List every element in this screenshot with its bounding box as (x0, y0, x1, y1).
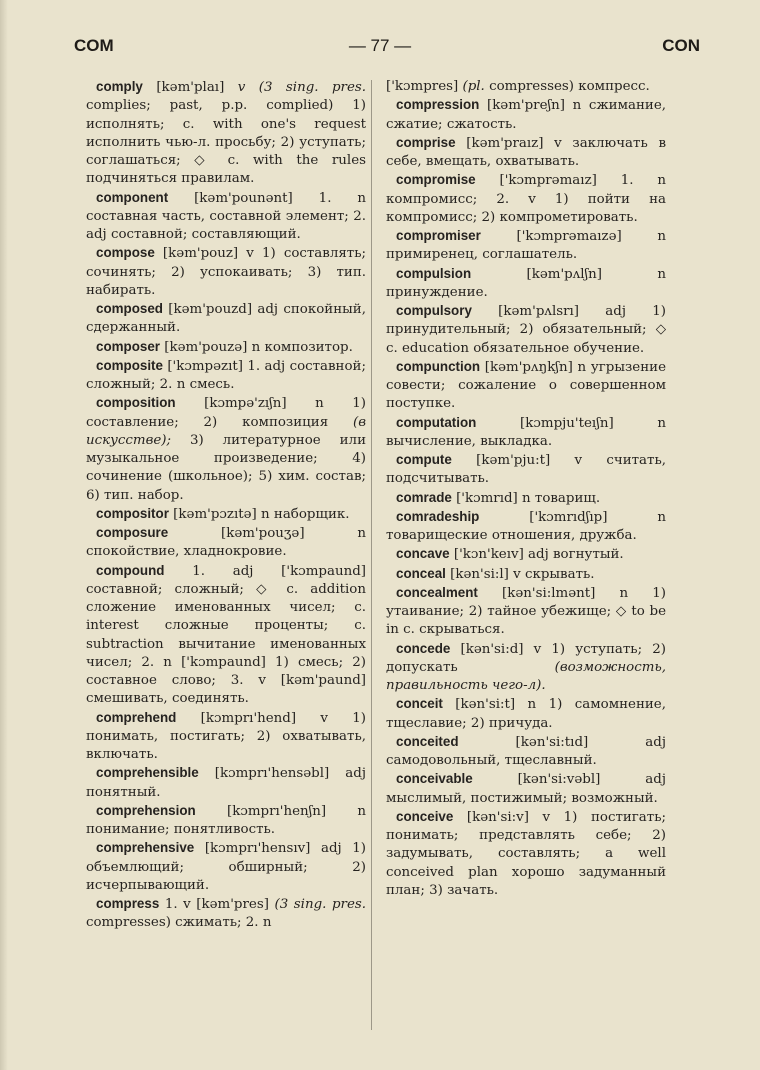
dictionary-entry (386, 733, 666, 771)
headword: concave (396, 546, 450, 562)
entry-text: ['kɔmpəzıt] 1. adj составной; сложный; 2. n смесь. (86, 358, 366, 392)
dictionary-entry (86, 78, 366, 189)
headword: compound (96, 562, 165, 578)
entry-text: [kən'si:l] v скрывать. (445, 566, 595, 582)
entry-text: ['kɔmrıd] n товарищ. (451, 490, 601, 506)
left-column (86, 78, 366, 933)
entry-grammar-note: (3 sing. pres. (274, 897, 366, 912)
headword: compromise (396, 172, 476, 188)
headword: composition (96, 395, 176, 411)
entry-text: [kɔmprı'hensıv] adj 1) объемлющий; обширный; 2) исчерпывающий. (86, 841, 366, 893)
headword: comrade (396, 489, 452, 505)
header-left-guideword: COM (74, 36, 114, 55)
headword: conceivable (396, 771, 473, 787)
headword: computation (396, 414, 477, 430)
headword: composite (96, 357, 163, 373)
dictionary-entry (386, 489, 666, 508)
headword: component (96, 189, 169, 205)
entry-text: [kəm'plaı] (142, 80, 238, 95)
headword: conceit (396, 696, 443, 712)
dictionary-entry (386, 695, 666, 733)
entry-text: [kəm'pouz] v 1) составлять; сочинять; 2) успокаивать; 3) тип. набирать. (86, 246, 366, 298)
headword: comprehend (96, 709, 177, 725)
right-column (386, 78, 666, 900)
entry-text: [kəm'pounənt] 1. n составная часть, составной элемент; 2. adj составной; составляющий. (86, 190, 366, 242)
headword: comprise (396, 134, 456, 150)
headword: compress (96, 896, 160, 911)
entry-text-continued: 3) литературное или музыкальное произведение; 4) сочинение (школьное); 5) хим. состав; 6) тип. набор. (86, 432, 366, 503)
headword: comply (96, 79, 143, 94)
headword: concealment (396, 584, 478, 600)
entry-text: [kən'si:vəbl] adj мыслимый, постижимый; возможный. (386, 772, 666, 806)
column-divider (371, 80, 372, 1030)
entry-text: [kən'si:t] n 1) самомнение, тщеславие; 2) причуда. (386, 697, 666, 731)
headword: comradeship (396, 508, 480, 524)
headword: compulsion (396, 265, 472, 281)
headword: comprehensive (96, 840, 195, 856)
headword: composed (96, 301, 163, 316)
entry-text: [kən'si:tıd] adj самодовольный, тщеславный. (386, 734, 666, 768)
dictionary-entry (86, 562, 366, 709)
dictionary-entry (386, 451, 666, 489)
entry-text: [kən'si:v] v 1) постигать; понимать; представлять себе; 2) задумывать, составлять; a well conceived plan хорошо задуманный план; 3) зачать. (386, 809, 666, 898)
dictionary-entry (386, 96, 666, 134)
entry-text: [kən'si:d] v 1) уступать; 2) допускать (386, 641, 666, 675)
entry-text: [kəm'pouzd] adj спокойный, сдержанный. (86, 302, 366, 336)
dictionary-entry (386, 770, 666, 808)
entry-text: ['kɔmrıdʃıp] n товарищеские отношения, дружба. (386, 509, 666, 543)
entry-text-continued: compresses) компресс. (484, 79, 650, 94)
dictionary-entry (86, 839, 366, 895)
headword: compunction (396, 358, 481, 374)
dictionary-entry (386, 584, 666, 640)
entry-text: [kəm'pouzə] n композитор. (160, 339, 353, 355)
headword: conceive (396, 808, 454, 824)
entry-text-continued: complies; past, p.p. complied) 1) исполнять; c. with one's request исполнить чью-л. просьбу; 2) уступать; соглашаться; ◇ c. with the rules подчиняться правилам. (86, 98, 366, 187)
entry-text: [kəm'preʃn] n сжимание, сжатие; сжатость. (386, 98, 666, 132)
dictionary-entry (386, 565, 666, 584)
headword: conceal (396, 565, 446, 581)
entry-text: ['kɔmpres] (386, 79, 463, 94)
headword: compose (96, 245, 155, 261)
dictionary-entry (86, 357, 366, 395)
page-header (60, 36, 700, 60)
headword: concede (396, 640, 451, 656)
entry-text: [kɔmpə'zıʃn] n 1) составление; 2) композиция (86, 396, 366, 430)
entry-text: [kəm'pʌlsrı] adj 1) принудительный; 2) обязательный; ◇ c. education обязательное обучение. (386, 304, 666, 356)
dictionary-entry (386, 134, 666, 172)
entry-text: [kən'si:lmənt] n 1) утаивание; 2) тайное убежище; ◇ to be in c. скрываться. (386, 585, 666, 638)
page-edge-shadow (0, 0, 8, 1070)
entry-text: [kəm'praız] v заключать в себе, вмещать, охватывать. (386, 135, 666, 169)
headword: conceited (396, 733, 459, 749)
dictionary-entry (86, 709, 366, 765)
headword: compromiser (396, 228, 481, 243)
entry-text: ['kɔn'keıv] adj вогнутый. (449, 547, 624, 563)
entry-text: [kəm'pju:t] v считать, подсчитывать. (386, 453, 666, 487)
entry-text-continued: compresses) сжимать; 2. n (86, 915, 272, 931)
entry-text: [kəm'pʌŋkʃn] n угрызение совести; сожаление о совершенном поступке. (386, 359, 666, 412)
dictionary-entry (86, 300, 366, 338)
entry-text: ['kɔmprəmaız] 1. n компромисс; 2. v 1) пойти на компромисс; 2) компрометировать. (386, 173, 666, 225)
entry-text: [kɔmprı'hend] v 1) понимать, постигать; 2) охватывать, включать. (86, 710, 366, 762)
entry-text: [kəm'pʌlʃn] n принуждение. (386, 266, 666, 300)
entry-text: [kɔmpju'teıʃn] n вычисление, выкладка. (386, 415, 666, 449)
entry-text: [kɔmprı'hensəbl] adj понятный. (86, 766, 366, 800)
dictionary-entry (86, 505, 366, 524)
dictionary-entry (386, 358, 666, 414)
headword: compression (396, 97, 480, 113)
dictionary-entry (386, 227, 666, 265)
entry-text: [kəm'pouʒə] n спокойствие, хладнокровие. (86, 526, 366, 560)
entry-grammar-note: (pl. (462, 79, 485, 94)
headword: comprehensible (96, 765, 199, 781)
entry-grammar-note: (в искусстве); (86, 414, 366, 448)
dictionary-entry (386, 265, 666, 303)
entry-text: [kɔmprı'henʃn] n понимание; понятливость. (86, 803, 366, 837)
dictionary-entry (86, 895, 366, 933)
dictionary-entry (386, 302, 666, 358)
headword: compositor (96, 505, 169, 521)
headword: compute (396, 452, 452, 467)
dictionary-entry (86, 244, 366, 300)
dictionary-entry (386, 545, 666, 564)
dictionary-entry (386, 78, 666, 96)
entry-text: 1. v [kəm'pres] (159, 897, 275, 912)
dictionary-entry (86, 394, 366, 505)
dictionary-entry (386, 640, 666, 696)
dictionary-entry (86, 802, 366, 840)
dictionary-entry (386, 171, 666, 227)
dictionary-entry (86, 764, 366, 802)
dictionary-entry (86, 189, 366, 245)
headword: compulsory (396, 303, 472, 318)
headword: composure (96, 525, 169, 540)
headword: comprehension (96, 802, 196, 818)
page-number: — 77 — (348, 36, 412, 55)
dictionary-entry (386, 508, 666, 546)
entry-text: [kəm'pɔzıtə] n наборщик. (168, 506, 350, 522)
entry-text: 1. adj ['kɔmpaund] составной; сложный; ◇ c. addition сложение именованных чисел; c. interest сложные проценты; c. subtraction вычитание именованных чисел; 2. n ['kɔmpaund] 1) смесь; 2) составное слово; 3. v [kəm'paund] смешивать, соединять. (86, 563, 366, 707)
dictionary-entry (86, 338, 366, 357)
dictionary-entry (86, 524, 366, 562)
dictionary-entry (386, 414, 666, 452)
entry-grammar-note: (возможность, правильность чего-л). (386, 659, 666, 693)
headword: composer (96, 338, 160, 354)
dictionary-entry (386, 808, 666, 900)
header-right-guideword: CON (662, 36, 700, 55)
entry-text: ['kɔmprəmaızə] n примиренец, соглашатель. (386, 229, 666, 263)
entry-grammar-note: v (3 sing. pres. (237, 80, 366, 95)
